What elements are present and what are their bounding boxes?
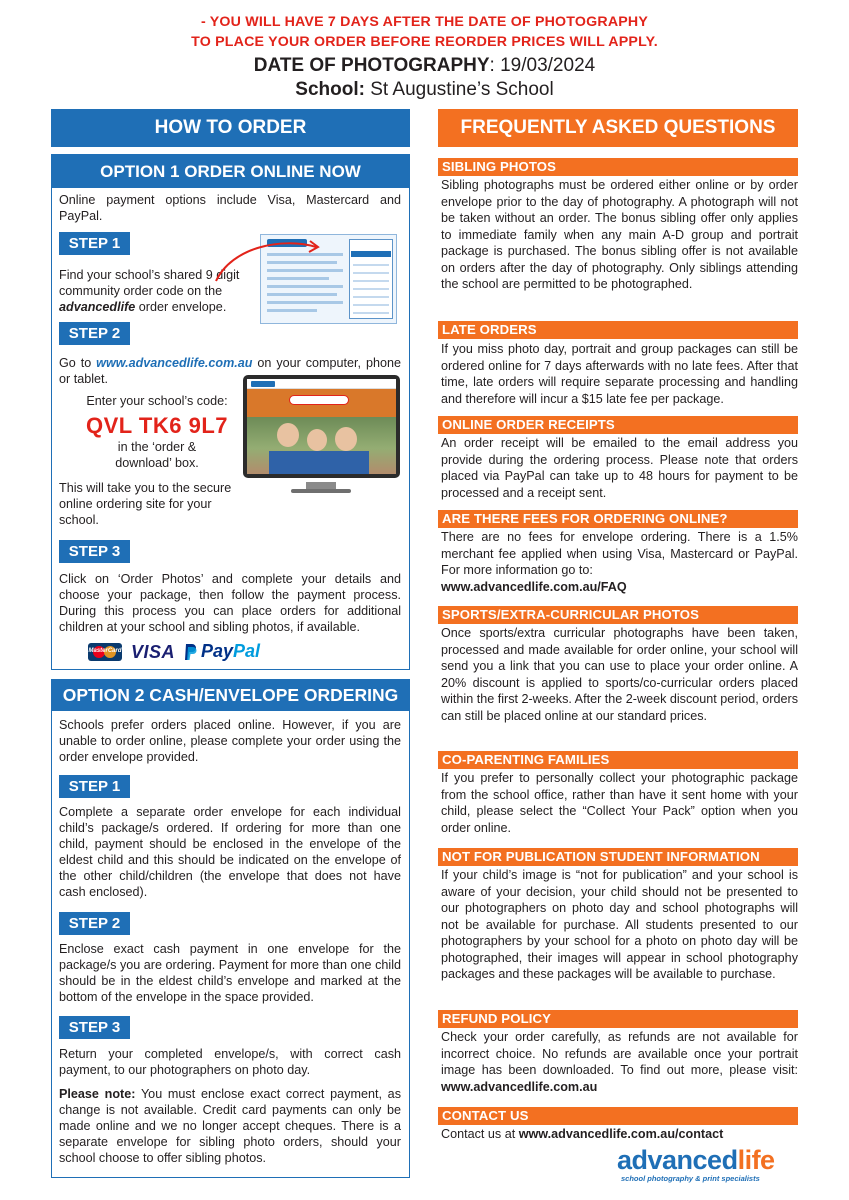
faq-heading-late-orders: LATE ORDERS [438, 321, 798, 339]
arrow-icon [212, 237, 322, 287]
faq-text-sports: Once sports/extra curricular photographs have been taken, processed and made available for order online, your school will send you a link that you can use to place your order online. A 20% discount is applied to sports/co-curricular orders placed within the first 2-weeks. After the 2-week discount period, orders can still be placed online at our standard prices. [441, 626, 798, 723]
option1-step1-text: Find your school’s shared 9 digit community order code on the advancedlife order envelope. [59, 268, 240, 314]
dop-label: DATE OF PHOTOGRAPHY [253, 55, 490, 76]
enter-code-label: Enter your school’s code: [86, 394, 228, 408]
option2-intro: Schools prefer orders placed online. However, if you are unable to order online, please complete your order using the order envelope provided. [59, 718, 401, 764]
faq-heading-sports: SPORTS/EXTRA-CURRICULAR PHOTOS [438, 606, 798, 624]
refund-link[interactable]: www.advancedlife.com.au [441, 1079, 598, 1094]
faq-text-contact: Contact us at www.advancedlife.com.au/contact [441, 1127, 724, 1141]
note-label: Please note: [59, 1087, 136, 1101]
option1-panel [51, 154, 410, 670]
advancedlife-logo: advancedlife school photography & print specialists [617, 1145, 775, 1183]
faq-text-receipts: An order receipt will be emailed to the email address you provide during the ordering process. Please note that orders placed via PayPal can take up to 48 hours for payment to be processed and a receipt sent. [441, 436, 798, 500]
option1-title: OPTION 1 ORDER ONLINE NOW [52, 155, 409, 188]
option2-step2-text: Enclose exact cash payment in one envelope for the package/s you are ordering. Payment for more than one child should be in the eldest child’s envelope and marked at the bottom of the envelope in the space provided. [59, 942, 401, 1004]
mastercard-icon: MasterCard [88, 643, 122, 661]
faq-text-sibling-photos: Sibling photographs must be ordered either online or by order envelope prior to the day of photography. A photograph will not be taken without an order. The bonus sibling offer only applies to immediate family when any main A-D group and portrait package is purchased. The bonus sibling offer is not available on orders after the day of photography. Only siblings attending the school are permitted to be photographed. [441, 178, 798, 291]
option1-intro: Online payment options include Visa, Mastercard and PayPal. [59, 193, 401, 223]
code-note: in the ‘order & download’ box. [115, 440, 199, 470]
option2-note: Please note: You must enclose exact correct payment, as change is not available. Credit card payments can only be made online and we no longer accept cheques. There is a separate envelope for sibling photo orders, should your school choose to offer sibling photos. [59, 1087, 401, 1165]
option2-panel [51, 679, 410, 1178]
faq-heading-receipts: ONLINE ORDER RECEIPTS [438, 416, 798, 434]
faq-heading-contact: CONTACT US [438, 1107, 798, 1125]
option2-step2-badge: STEP 2 [59, 912, 130, 935]
faq-text-co-parenting: If you prefer to personally collect your photographic package from the school office, rather than have it sent home with your child, please select the “Collect Your Pack” option when you order online. [441, 771, 798, 835]
secure-site-text: This will take you to the secure online ordering site for your school. [59, 481, 232, 527]
faq-text-not-for-publication: If your child’s image is “not for publication” and your school is aware of your decision, your child should not be presented to our photographers on photo day and school photographs will not be available for purchase. All students presented to our photographers by your school for a photo on photo day will be photographed, their images will appear in school photography packages and these packages will be available to purchase. [441, 868, 798, 981]
option1-step2-badge: STEP 2 [59, 322, 130, 345]
contact-link[interactable]: www.advancedlife.com.au/contact [518, 1127, 724, 1141]
option2-step3-badge: STEP 3 [59, 1016, 130, 1039]
notice-line-2: TO PLACE YOUR ORDER BEFORE REORDER PRICES WILL APPLY. [191, 34, 658, 50]
school-name: St Augustine’s School [364, 79, 554, 100]
date-of-photography [0, 54, 849, 77]
faq-heading-not-for-publication: NOT FOR PUBLICATION STUDENT INFORMATION [438, 848, 798, 866]
school-order-code: QVL TK6 9L7 [85, 413, 229, 438]
option1-step2-text: Go to www.advancedlife.com.au on your computer, phone or tablet. [59, 356, 401, 386]
faq-heading-fees: ARE THERE FEES FOR ORDERING ONLINE? [438, 510, 798, 528]
option2-title: OPTION 2 CASH/ENVELOPE ORDERING [52, 680, 409, 711]
faq-heading: FREQUENTLY ASKED QUESTIONS [438, 109, 798, 147]
payment-logos [88, 641, 388, 663]
paypal-icon [183, 643, 197, 661]
paypal-wordmark: PayPal [201, 641, 261, 661]
computer-monitor-image [243, 375, 400, 478]
brand-name: advancedlife [59, 300, 136, 314]
faq-link[interactable]: www.advancedlife.com.au/FAQ [441, 579, 627, 594]
option2-step3-text: Return your completed envelope/s, with correct cash payment, to our photographers on photo day. [59, 1047, 401, 1077]
dop-value: : 19/03/2024 [489, 55, 596, 76]
notice-line-1: - YOU WILL HAVE 7 DAYS AFTER THE DATE OF PHOTOGRAPHY [200, 14, 649, 30]
option1-step3-text: Click on ‘Order Photos’ and complete your details and choose your package, then follow the payment process. During this process you can place orders for additional children at your school and sibling photos, if available. [59, 572, 401, 634]
reorder-notice [0, 12, 849, 52]
school-label: School: [295, 79, 365, 100]
option2-step1-badge: STEP 1 [59, 775, 130, 798]
faq-text-late-orders: If you miss photo day, portrait and group packages can still be ordered online for 7 days afterwards with no late fees. After that time, late orders will require separate processing and handling and therefore will incur a $15 late fee per package. [441, 342, 798, 406]
visa-icon: VISA [131, 642, 176, 662]
how-to-order-heading: HOW TO ORDER [51, 109, 410, 147]
website-link[interactable]: www.advancedlife.com.au [96, 356, 253, 370]
faq-heading-sibling-photos: SIBLING PHOTOS [438, 158, 798, 176]
school-line [0, 78, 849, 101]
logo-tagline: school photography & print specialists [621, 1174, 760, 1183]
faq-heading-refund: REFUND POLICY [438, 1010, 798, 1028]
faq-heading-co-parenting: CO-PARENTING FAMILIES [438, 751, 798, 769]
faq-text-refund: Check your order carefully, as refunds are not available for incorrect choice. No refunds are available once your portrait image has been downloaded. To find out more, please visit: www.advancedlife.com.au [441, 1030, 798, 1094]
option1-step1-badge: STEP 1 [59, 232, 130, 255]
faq-text-fees: There are no fees for envelope ordering. There is a 1.5% merchant fee applied when using Visa, Mastercard or PayPal. For more information go to: www.advancedlife.com.au/FAQ [441, 530, 798, 594]
option2-step1-text: Complete a separate order envelope for each individual child’s package/s ordered. If ordering for more than one child, payment should be enclosed in the envelope of the eldest child and this should be indicated on the envelope of the other child/children (the envelope that does not have cash enclosed). [59, 805, 401, 899]
option1-step3-badge: STEP 3 [59, 540, 130, 563]
